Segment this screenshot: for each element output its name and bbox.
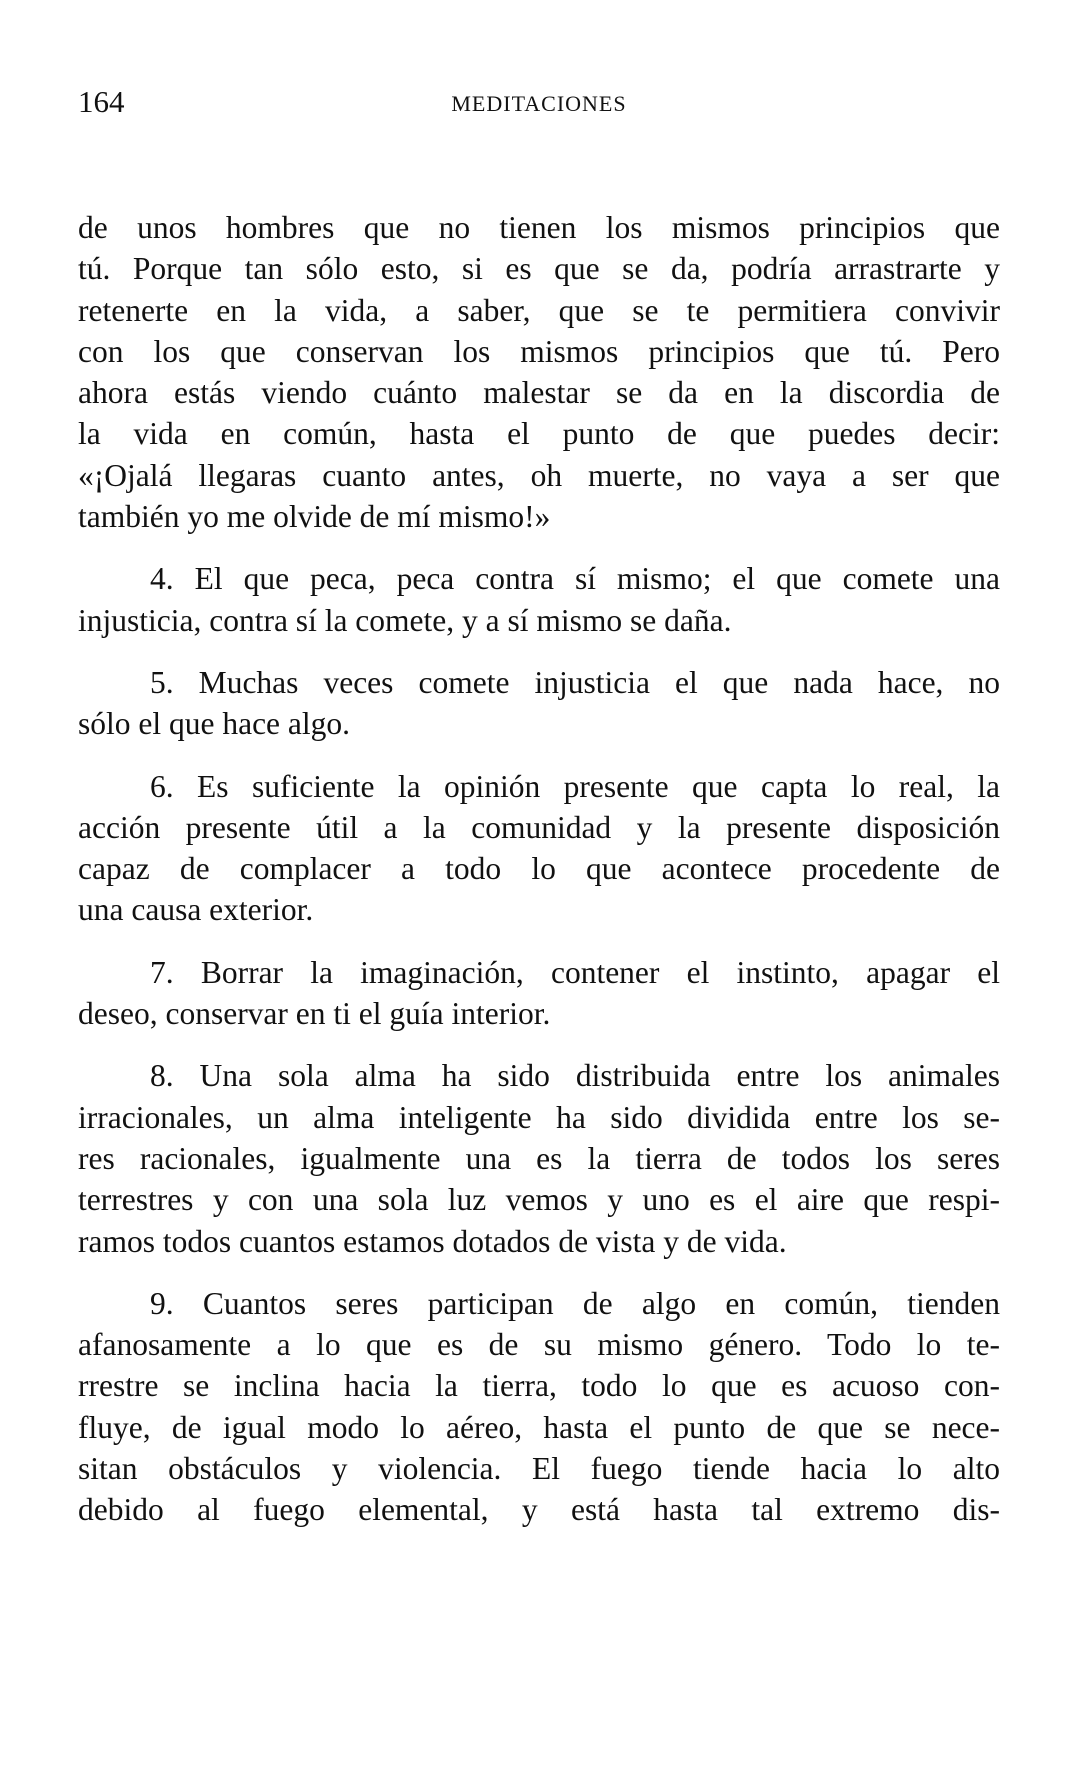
text-line: también yo me olvide de mí mismo!» — [78, 499, 551, 535]
text-line: una causa exterior. — [78, 892, 314, 928]
text-line: la vida en común, hasta el punto de que puedes decir: — [78, 416, 1000, 452]
text-line: rrestre se inclina hacia la tierra, todo lo que es acuoso con- — [78, 1368, 1000, 1404]
text-line: deseo, conservar en ti el guía interior. — [78, 996, 551, 1032]
paragraph-9 — [78, 1283, 1000, 1531]
text-line: fluye, de igual modo lo aéreo, hasta el punto de que se nece- — [78, 1409, 1000, 1445]
paragraph-6 — [78, 766, 1000, 931]
text-line: 7. Borrar la imaginación, contener el instinto, apagar el — [150, 954, 1000, 990]
text-line: res racionales, igualmente una es la tierra de todos los seres — [78, 1140, 1000, 1176]
text-line: 8. Una sola alma ha sido distribuida entre los animales — [150, 1058, 1000, 1094]
text-line: acción presente útil a la comunidad y la presente disposición — [78, 809, 1000, 845]
text-line: ramos todos cuantos estamos dotados de vista y de vida. — [78, 1223, 787, 1259]
text-line: 4. El que peca, peca contra sí mismo; el que comete una — [150, 561, 1000, 597]
text-line: 5. Muchas veces comete injusticia el que nada hace, no — [150, 664, 1000, 700]
paragraph-5 — [78, 662, 1000, 745]
running-title: MEDITACIONES — [451, 91, 627, 116]
text-line: terrestres y con una sola luz vemos y uno es el aire que respi- — [78, 1182, 1000, 1218]
text-line: capaz de complacer a todo lo que acontece procedente de — [78, 851, 1000, 887]
text-line: retenerte en la vida, a saber, que se te permitiera convivir — [78, 292, 1000, 328]
text-line: afanosamente a lo que es de su mismo género. Todo lo te- — [78, 1327, 1000, 1363]
paragraph-4 — [78, 558, 1000, 641]
text-line: de unos hombres que no tienen los mismos principios que — [78, 210, 1000, 245]
paragraph-8 — [78, 1055, 1000, 1261]
text-line: irracionales, un alma inteligente ha sido dividida entre los se- — [78, 1099, 1000, 1135]
page-header — [78, 82, 1000, 122]
text-line: debido al fuego elemental, y está hasta tal extremo dis- — [78, 1492, 1000, 1528]
text-line: ahora estás viendo cuánto malestar se da en la discordia de — [78, 375, 1000, 411]
text-line: con los que conservan los mismos principios que tú. Pero — [78, 333, 1000, 369]
text-line: sólo el que hace algo. — [78, 706, 351, 742]
text-line: injusticia, contra sí la comete, y a sí mismo se daña. — [78, 602, 732, 638]
text-line: tú. Porque tan sólo esto, si es que se da, podría arrastrarte y — [78, 251, 1000, 287]
paragraph-7 — [78, 952, 1000, 1035]
text-line: 6. Es suficiente la opinión presente que capta lo real, la — [150, 768, 1000, 804]
text-line: «¡Ojalá llegaras cuanto antes, oh muerte, no vaya a ser que — [78, 457, 1000, 493]
text-line: 9. Cuantos seres participan de algo en común, tienden — [150, 1285, 1000, 1321]
text-line: sitan obstáculos y violencia. El fuego tiende hacia lo alto — [78, 1451, 1000, 1487]
page-number: 164 — [78, 84, 125, 119]
paragraph-continuation — [78, 207, 1000, 537]
body-text — [78, 207, 1000, 1531]
